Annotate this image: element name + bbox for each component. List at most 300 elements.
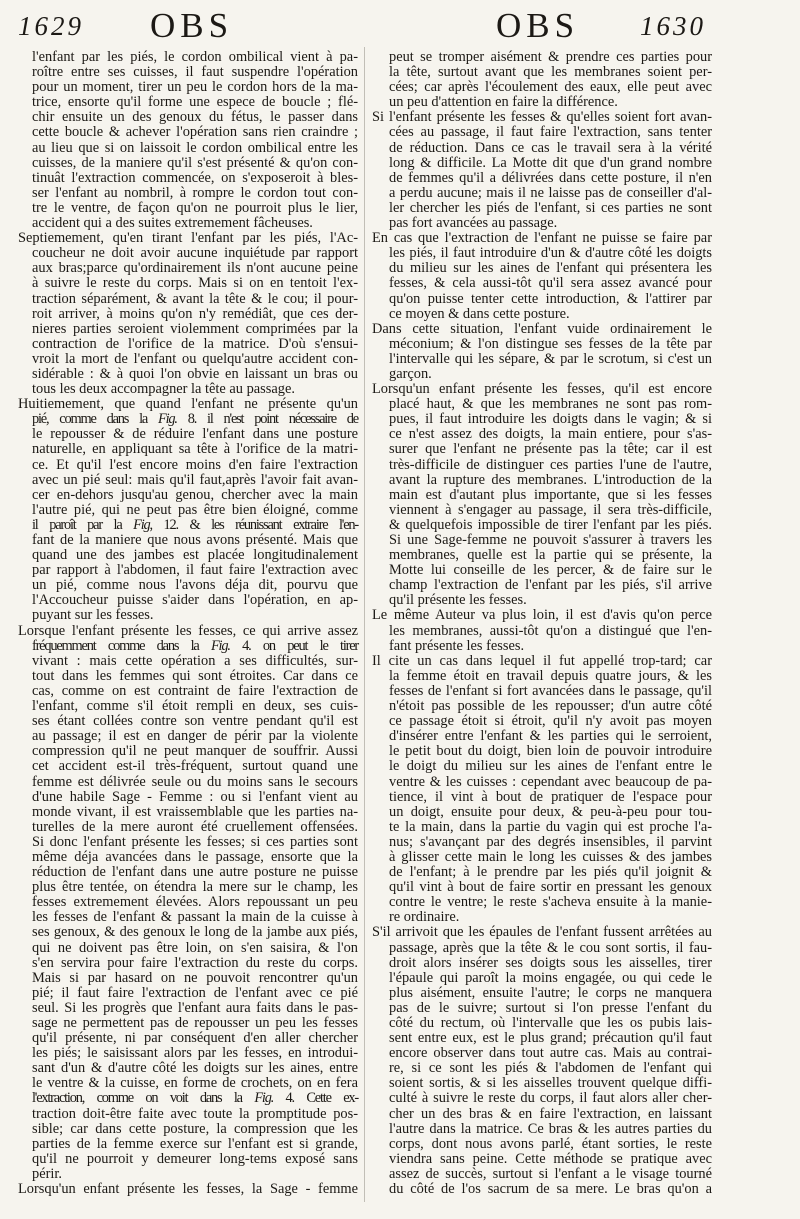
text-line [372,669,712,684]
line-text: S'il arrivoit que les épaules de l'enfant fussent arrêtées au [372,924,712,941]
text-line [372,1167,712,1182]
text-line [18,488,358,503]
right-column [372,50,712,1197]
text-line [18,292,358,307]
paragraph [372,654,712,926]
text-line [18,171,358,186]
text-line [18,533,358,548]
line-text: ce moyen & dans cette posture. [389,305,570,322]
column-divider [364,47,365,1202]
text-line [372,971,712,986]
text-line [18,518,358,533]
text-line [18,880,358,895]
line-text: un peu d'attention en faire la différence. [389,94,618,111]
text-line [372,593,712,608]
continued-paragraph [372,50,712,110]
line-text: tience, il vint à bout de pratiquer de l'espace pour [389,788,712,805]
text-line [372,367,712,382]
figure-reference: Fig [133,516,150,533]
line-text [32,411,358,427]
line-text: compression qu'il ne peut manquer de souffrir. Aussi [32,743,358,760]
text-line [18,593,358,608]
paragraph [372,925,712,1197]
text-line [372,442,712,457]
line-text: monde vivant, il est vraissemblable que les parties na- [32,803,358,820]
text-line [372,337,712,352]
text-line [18,986,358,1001]
line-text: un pié, comme nous l'avons déja dit, pourvu que [32,577,358,594]
line-text: au lieu que si on laissoit le cordon ombilical entre les [32,139,358,156]
text-line [18,775,358,790]
line-text: turelles de la mere auront été cruellement offensées. [32,818,358,835]
figure-reference: Fig. [254,1090,274,1107]
text-line [372,1091,712,1106]
line-text: côté du rectum, où l'intervalle que les os pubis lais- [389,1015,712,1031]
line-text: cher un des bras & en faire l'extraction, en laissant [389,1105,712,1122]
text-line [372,941,712,956]
text-line [18,699,358,714]
line-text: les piés, il faut introduire d'un & d'autre côté les doigts [389,245,712,262]
text-line [372,986,712,1001]
line-text: l'enfant par les piés, le cordon ombilical vient à pa- [32,49,358,65]
line-text: pié; il faut faire l'extraction de l'enfant avec ce pié [32,984,358,1001]
line-text: un doigt, ensuite pour deux, & peu-à-peu pour tou- [389,803,712,820]
text-line [372,1152,712,1167]
line-text: cer en-dehors jusqu'au genou, chercher avec la main [32,486,358,503]
text-line [18,835,358,850]
line-text: l'autre pié, qui ne peut pas être bien éloigné, comme [32,501,358,518]
text-line [18,1167,358,1182]
text-segment: , 12. & les réunissant extraire l'en- [149,516,358,533]
line-text: vivant : mais cette opération a ses difficultés, sur- [32,652,358,669]
text-line [372,684,712,699]
text-line [372,714,712,729]
line-text: du milieu sur les aines de l'enfant qui présentera les [389,260,712,277]
text-line [18,1016,358,1031]
line-text: méconium; & l'on distingue ses fesses de la tête par [389,335,712,352]
text-line [18,941,358,956]
text-line [18,654,358,669]
text-line [372,639,712,654]
text-line [18,1091,358,1106]
text-line [18,367,358,382]
text-line [18,65,358,80]
text-line [18,865,358,880]
line-text: à glisser cette main le long les cuisses & des jambes [389,848,712,865]
paragraph [372,382,712,608]
text-line [18,578,358,593]
text-line [18,1107,358,1122]
text-line [372,805,712,820]
text-line [372,1137,712,1152]
text-line [18,427,358,442]
text-line [372,533,712,548]
text-line [372,307,712,322]
line-text: a perdu aucune; mais il ne laisse pas de conseiller d'al- [389,184,712,201]
text-line [18,1031,358,1046]
text-line [18,473,358,488]
text-line [372,865,712,880]
line-text: Si donc l'enfant présente les fesses; si ces parties sont [32,833,358,850]
text-line [18,412,358,427]
line-text: ler chercher les piés de l'enfant, si ces parties ne sont [389,199,712,216]
text-line [372,563,712,578]
line-text: peut se tromper aisément & prendre ces parties pour [389,49,712,65]
line-text: n'étoit pas possible de les repousser; d'un autre côté [389,698,712,715]
text-line [18,442,358,457]
line-text: aux bras;parce qu'ordinairement ils n'ont aucune peine [32,260,358,277]
text-line [18,1046,358,1061]
line-text: En cas que l'extraction de l'enfant ne puisse se faire par [372,230,712,247]
text-line [18,1122,358,1137]
paragraph [18,231,358,397]
line-text: placé haut, & que les membranes ne sont pas rom- [389,396,712,413]
line-text: l'intervalle qui les sépare, & par le scrotum, si c'est un [389,350,712,367]
line-text: Le même Auteur va plus loin, il est d'avis qu'on perce [372,607,712,624]
paragraph [372,608,712,653]
line-text: Septiemement, qu'en tirant l'enfant par les piés, l'Ac- [18,230,358,247]
line-text: Lorsqu'un enfant présente les fesses, qu'il est encore [372,381,712,398]
text-line [18,850,358,865]
line-text: fesses, & cela aussi-tôt qu'il sera assez avancé pour [389,275,712,292]
paragraph [372,231,712,322]
line-text: trice, ensorte qu'il forme une espece de boucle ; flé- [32,94,358,111]
line-text: garçon. [389,365,432,382]
line-text: pas de le suivre; surtout si l'on presse l'enfant du [389,999,712,1016]
line-text: sidérable : & à quoi l'on obvie en laissant un bras ou [32,365,358,382]
line-text: réduction de l'enfant dans une autre posture ne puisse [32,864,358,881]
text-line [372,231,712,246]
text-line [18,624,358,639]
text-segment: fréquemment comme dans la [32,637,211,654]
text-line [372,322,712,337]
line-text: traction séparément, & avant la tête & le cou; il pour- [32,290,358,307]
text-line [372,654,712,669]
text-line [372,850,712,865]
line-text: nieres parties seroient violemment comprimées par la [32,320,358,337]
text-line [18,246,358,261]
line-text: Il cite un cas dans lequel il fut appellé trop-tard; car [372,652,712,669]
line-text: la femme étoit en travail depuis quatre jours, & les [389,667,712,684]
text-line [18,141,358,156]
text-line [372,925,712,940]
line-text: Dans cette situation, l'enfant vuide ordinairement le [372,320,712,337]
line-text: l'Accoucheur puisse s'aider dans l'opération, en ap- [32,592,358,609]
text-line [372,956,712,971]
text-line [18,1182,358,1197]
text-line [372,95,712,110]
line-text: ventre & les cuisses : cependant avec beaucoup de pa- [389,773,712,790]
text-line [18,110,358,125]
line-text: culté à suivre le reste du corps, il faut alors aller cher- [389,1090,712,1107]
running-head-right: OBS [496,6,580,45]
text-line [18,925,358,940]
line-text: cées au passage, il faut faire l'extraction, sans tenter [389,124,712,141]
line-text: assez de succès, surtout si l'enfant a le visage tourné [389,1165,712,1182]
line-text: main est d'autant plus importante, que si les fesses [389,486,712,503]
text-line [18,759,358,774]
text-line [18,639,358,654]
text-segment: 4. on peut le tirer [229,637,358,654]
line-text: les fesses de l'enfant & passant la main de la cuisse à [32,909,358,926]
line-text: soient sortis, & si les aisselles trouvent quelque diffi- [389,1075,712,1092]
line-text: cet accident est-il très-fréquent, surtout quand une [32,758,358,775]
text-line [372,201,712,216]
line-text: tinuât l'extraction commencée, on s'exposeroit à bles- [32,169,358,186]
text-line [372,261,712,276]
text-line [18,337,358,352]
line-text: ce passage étoit si étroit, qu'il n'y avoit pas moyen [389,713,712,730]
line-text: l'enfant, comme s'il étoit rempli en deux, ses cuis- [32,698,358,715]
line-text: le repousser & de réduire l'enfant dans une posture [32,426,358,443]
line-text: de réduction. Dans ce cas le travail sera à la vérité [389,139,712,156]
line-text: long & difficile. La Motte dit que d'un grand nombre [389,154,712,171]
text-line [372,352,712,367]
line-text: même déja avancées dans le passage, ensorte que la [32,848,358,865]
text-line [372,1107,712,1122]
text-line [372,729,712,744]
text-line [18,790,358,805]
line-text: seul. Si les progrès que l'enfant aura faits dans le pas- [32,999,358,1016]
line-text: femme est délivrée seule ou du moins sans le secours [32,773,358,790]
running-head-left: OBS [150,6,234,45]
text-line [18,322,358,337]
text-line [18,805,358,820]
line-text: pas fort avancées au passage. [389,215,558,232]
line-text: avec un pié seul: mais qu'il faut,après l'avoir fait avan- [32,471,358,488]
line-text: périr. [32,1165,62,1182]
line-text: fant présente les fesses. [389,637,525,654]
text-line [372,141,712,156]
text-line [372,578,712,593]
paragraph [18,624,358,1182]
text-line [372,790,712,805]
text-line [372,835,712,850]
line-text: d'insérer entre l'enfant & les parties qui le serroient, [389,728,712,745]
text-line [18,669,358,684]
text-line [372,1001,712,1016]
text-line [372,216,712,231]
text-line [372,624,712,639]
line-text: chir ensuite un des genoux du fétus, le passer dans [32,109,358,126]
line-text: viendra sans peine. Cette méthode se pratique avec [389,1150,712,1167]
text-line [18,186,358,201]
text-line [18,1152,358,1167]
text-line [18,548,358,563]
line-text: l'autre dans la matrice. Ce bras & les autres parties du [389,1120,712,1137]
line-text: plus aisément, ensuite l'autre; le corps ne manquera [389,984,712,1001]
figure-reference: Fig. [158,411,177,428]
line-text: sant d'un & d'autre côté les doigts sur les aines, entre [32,1060,358,1077]
line-text: ser l'enfant au nombril, à rompre le cordon tout con- [32,184,358,201]
text-line [372,50,712,65]
text-line [18,352,358,367]
text-line [372,292,712,307]
text-line [372,276,712,291]
text-line [372,125,712,140]
text-line [372,608,712,623]
text-line [372,820,712,835]
line-text: d'une habile Sage - Femme : ou si l'enfant vient au [32,788,358,805]
text-line [372,518,712,533]
line-text: Motte lui conseille de les percer, & de faire sur le [389,562,712,579]
text-segment: 8. il n'est point nécessaire de [176,411,358,428]
line-text: ce n'est assez des doigts, la main entiere, pour s'as- [389,426,712,443]
text-line [18,956,358,971]
line-text: fant de la maniere que nous avons présenté. Mais que [32,532,358,548]
text-line [372,1182,712,1197]
line-text: Lorsque l'enfant présente les fesses, ce qui arrive assez [18,622,358,639]
text-line [372,412,712,427]
text-line [372,397,712,412]
text-line [18,80,358,95]
line-text: surer que l'enfant ne présente pas la tête; car il est [389,441,712,458]
line-text: fesses de l'enfant si fort avancées dans le passage, qu'il [389,682,712,699]
paragraph [372,110,712,231]
left-column [18,50,358,1197]
line-text [32,638,358,654]
line-text: Lorsqu'un enfant présente les fesses, la Sage - femme [18,1181,358,1198]
line-text: re ordinaire. [389,909,460,926]
text-line [372,246,712,261]
text-line [372,880,712,895]
line-text: corps, dont nous avons parlé, étant sorties, le reste [389,1135,712,1152]
line-text: les piés; le saisissant alors par les fesses, en introdui- [32,1045,358,1062]
text-line [18,50,358,65]
line-text: plus être tentée, on étendra la mere sur le champ, les [32,879,358,896]
line-text: ses genoux, & des genoux le long de la jambe aux piés, [32,924,358,941]
line-text: cées; car après l'écoulement des eaux, elle peut avec [389,79,712,96]
text-segment: l'extraction, comme on voit dans la [32,1090,255,1107]
line-text: viennent à s'engager au passage, il sera très-difficile, [389,501,712,518]
line-text: ce. Et qu'il l'est encore moins d'en faire l'extraction [32,456,358,473]
text-segment: pié, comme dans la [32,411,158,428]
text-line [372,744,712,759]
line-text: avant la rupture des membranes. L'introduction de la [389,471,712,488]
text-line [18,276,358,291]
line-text: encore observer dans tout autre cas. Mais au contrai- [389,1045,712,1062]
line-text: le petit bout du doigt, bien loin de pouvoir introduire [389,743,712,760]
text-line [18,971,358,986]
text-line [372,110,712,125]
line-text: fesses extremement élevées. Alors repoussant un peu [32,894,358,911]
text-line [372,65,712,80]
text-line [18,307,358,322]
line-text: Si une Sage-femme ne pouvoit s'assurer à travers les [389,532,712,548]
line-text: sent entre eux, est le plus grand; précaution qu'il faut [389,1030,712,1047]
text-line [18,125,358,140]
text-line [18,201,358,216]
line-text: membranes, quelle est la partie qui se présente, la [389,547,712,564]
text-line [372,503,712,518]
paragraph [18,397,358,623]
text-line [372,473,712,488]
line-text: tout dans les femmes qui sont étroites. Car dans ce [32,667,358,684]
text-line [372,1031,712,1046]
text-line [18,382,358,397]
line-text: droit alors insérer ses doigts sous les aisselles, tirer [389,954,712,971]
text-line [18,156,358,171]
text-line [372,427,712,442]
text-line [18,1001,358,1016]
line-text: qu'il ne pourroit y demeurer long-tems exposé sans [32,1150,358,1167]
line-text: sage ne permettent pas de repousser un peu les fesses [32,1015,358,1031]
text-line [18,729,358,744]
text-line [372,382,712,397]
text-line [18,458,358,473]
continued-paragraph [18,50,358,231]
line-text: s'en servira pour faire l'extraction du reste du corps. [32,954,358,971]
line-text: qui ne doivent pas être loin, on s'en saisira, & l'on [32,939,358,956]
line-text: qu'il présente les fesses. [389,592,527,609]
line-text: qu'on puisse tenter cette introduction, & l'attirer par [389,290,712,307]
line-text: cette boucle & achever l'opération sans rien craindre ; [32,124,358,141]
line-text: ses étant collées contre son ventre pendant qu'il est [32,713,358,730]
text-line [18,1076,358,1091]
line-text: roit arriver, à moins qu'on n'y remédiât, que ces der- [32,305,358,322]
line-text [32,517,358,533]
line-text: de femmes qu'il a délivrées dans cette posture, il n'en [389,169,712,186]
text-line [372,488,712,503]
page-number-right: 1630 [640,11,706,41]
line-text: Huitiemement, que quand l'enfant ne présente qu'un [18,396,358,413]
line-text: puyant sur les fesses. [32,607,154,624]
line-text: qu'il vint à bout de faire sortir en pressant les genoux [389,879,712,896]
line-text: te la main, dans la partie du vagin qui est proche l'a- [389,818,712,835]
line-text: naturelle, en appliquant sa tête à l'orifice de la matri- [32,441,358,458]
line-text: & quelquefois impossible de tirer l'enfant par les piés. [389,516,712,533]
line-text: re, si ce sont les piés & l'abdomen de l'enfant qui [389,1060,712,1077]
line-text: sible; car dans cette posture, la compression que les [32,1120,358,1137]
line-text: la tête, surtout avant que les membranes soient per- [389,64,712,81]
text-line [372,1122,712,1137]
text-line [372,759,712,774]
line-text: Si l'enfant présente les fesses & qu'elles soient fort avan- [372,109,712,126]
line-text: accident qui a des suites extremement fâcheuses. [32,215,313,232]
line-text: le ventre & la cuisse, en forme de crochets, on en fera [32,1075,358,1092]
text-line [372,156,712,171]
paragraph [18,1182,358,1197]
text-line [372,895,712,910]
line-text: au passage; il est en danger de périr par la violente [32,728,358,745]
text-line [18,744,358,759]
text-line [18,216,358,231]
text-line [18,231,358,246]
figure-reference: Fig. [210,637,230,654]
text-line [18,397,358,412]
line-text: champ l'extraction de l'enfant par les piés, s'il arrive [389,577,712,594]
line-text: vroit la mort de l'enfant ou quelqu'autre accident con- [32,350,358,367]
text-line [372,171,712,186]
line-text: contre le ventre; le reste s'acheva ensuite à la manie- [389,894,712,911]
text-line [372,186,712,201]
text-line [18,608,358,623]
line-text: par rapport à l'abdomen, il faut faire l'extraction avec [32,562,358,579]
text-line [372,775,712,790]
line-text [32,1090,358,1106]
paragraph [372,322,712,382]
text-line [372,1046,712,1061]
text-line [18,95,358,110]
line-text: à suivre le reste du corps. Mais si on en tentoit l'ex- [32,275,358,292]
line-text: roître entre ses cuisses, il faut suspendre l'opération [32,64,358,81]
text-segment: 4. Cette ex- [273,1090,358,1107]
line-text: pour un moment, tirer un peu le cordon hors de la ma- [32,79,358,96]
text-line [372,1076,712,1091]
text-line [18,261,358,276]
text-line [372,910,712,925]
text-line [18,895,358,910]
